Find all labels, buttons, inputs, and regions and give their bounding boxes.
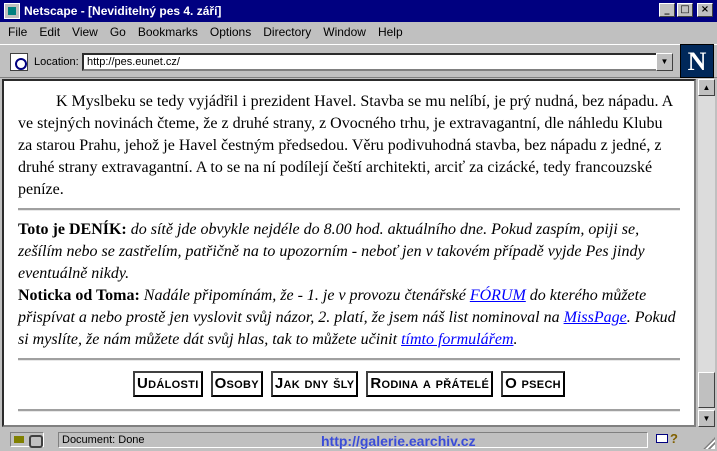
location-label: Location:	[34, 56, 79, 68]
netscape-logo[interactable]: N	[680, 44, 714, 78]
menu-edit[interactable]: Edit	[39, 25, 61, 39]
menu-go[interactable]: Go	[109, 25, 126, 39]
divider	[18, 208, 680, 211]
diary-notice	[18, 219, 680, 351]
vertical-scrollbar[interactable]	[698, 79, 715, 427]
divider	[18, 409, 680, 412]
title-bar	[0, 0, 717, 22]
minimize-button[interactable]: _	[659, 3, 675, 17]
article-paragraph: K Myslbeku se tedy vyjádřil i prezident Havel. Stavba se mu nelíbí, je prý nudná, bez nápadu. A ve stejných novinách čteme, že z druhé strany, z Ovocného trhu, je extravagantní, dle náhledu Klubu za starou Prahu, jehož je Havel čestným předsedou. Věru podivuhodná stavba, bez nápadu z jedné, z druhé strany extravagantní. A to se na ní podílejí čeští architekti, arciť za cizácké, tedy francouzské peníze.	[18, 93, 673, 198]
window-controls	[659, 3, 713, 17]
close-button[interactable]: ×	[697, 3, 713, 17]
nav-jak-dny-sly-button[interactable]: Jak dny šly	[271, 371, 358, 397]
diary-text: do sítě jde obvykle nejdéle do 8.00 hod. aktuálního dne. Pokud zaspím, opiji se, zešílím nebo se zastřelím, patřičně na to upozorním - neboť jen v takovém případě vyjde Pes jindy eventuálně nikdy.	[18, 221, 645, 282]
watermark-url: http://galerie.earchiv.cz	[321, 433, 476, 449]
section-nav	[18, 371, 680, 397]
scroll-up-button[interactable]: ▲	[698, 79, 715, 96]
notice-text-4: .	[513, 331, 518, 348]
notice-text-1: Nadále připomínám, že - 1. je v provozu čtenářské	[143, 287, 466, 304]
netscape-app-icon[interactable]	[4, 3, 20, 19]
nav-udalosti-button[interactable]: Události	[133, 371, 203, 397]
menu-view[interactable]: View	[72, 25, 98, 39]
notice-label: Noticka od Toma:	[18, 287, 140, 304]
location-bar	[0, 44, 717, 78]
nav-o-psech-button[interactable]: O psech	[501, 371, 565, 397]
diary-label: Toto je DENÍK:	[18, 221, 127, 238]
mail-icon[interactable]	[656, 434, 668, 443]
notice-text-3: . Pokud si myslíte, že nám můžete dát svůj hlas, tak to můžete učinit	[18, 309, 676, 348]
form-link[interactable]: tímto formulářem	[401, 331, 514, 348]
menu-window[interactable]: Window	[323, 25, 366, 39]
menu-help[interactable]: Help	[377, 25, 403, 39]
security-key-icon[interactable]	[10, 432, 44, 447]
scroll-thumb[interactable]	[698, 372, 715, 408]
resize-grip[interactable]	[703, 437, 715, 449]
menu-file[interactable]: File	[8, 25, 28, 39]
menu-options[interactable]: Options	[209, 25, 252, 39]
location-input[interactable]: http://pes.eunet.cz/	[82, 53, 658, 71]
scroll-down-button[interactable]: ▼	[698, 410, 715, 427]
bookmark-icon[interactable]	[10, 53, 28, 71]
status-text	[58, 432, 648, 448]
location-dropdown-button[interactable]: ▼	[656, 53, 673, 71]
misspage-link[interactable]: MissPage	[563, 309, 627, 326]
nav-rodina-button[interactable]: Rodina a přátelé	[366, 371, 493, 397]
nav-osoby-button[interactable]: Osoby	[211, 371, 263, 397]
divider	[18, 358, 680, 361]
menu-directory[interactable]: Directory	[263, 25, 312, 39]
menu-bar	[0, 22, 717, 42]
help-icon[interactable]: ?	[670, 431, 678, 446]
window-title: Netscape - [Neviditelný pes 4. září]	[24, 4, 222, 18]
page-content	[2, 79, 696, 427]
maximize-button[interactable]: □	[677, 3, 693, 17]
status-message: Document: Done	[62, 434, 145, 446]
status-bar	[0, 429, 717, 451]
forum-link[interactable]: FÓRUM	[469, 287, 526, 304]
notice-text-2: do kterého můžete přispívat a nebo prostě jen vyslovit svůj názor, 2. platí, že jsem náš list nominoval na	[18, 287, 647, 326]
menu-bookmarks[interactable]: Bookmarks	[137, 25, 198, 39]
